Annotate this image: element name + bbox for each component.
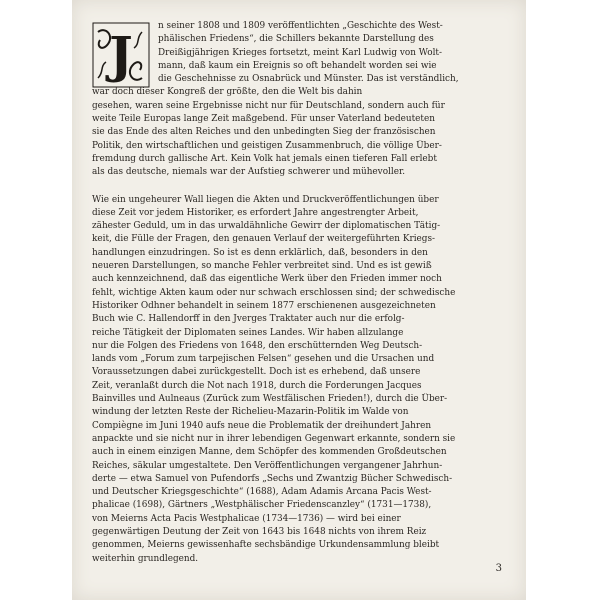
text-line: fehlt, wichtige Akten kaum oder nur schwach erschlossen sind; der schwedische <box>92 287 456 298</box>
text-line: gegenwärtigen Deutung der Zeit von 1643 bis 1648 nichts von ihrem Reiz <box>92 526 427 537</box>
text-line: windung der letzten Reste der Richelieu-Mazarin-Politik im Walde von <box>92 407 409 418</box>
text-line: genommen, Meierns gewissenhafte sechsbändige Urkundensammlung bleibt <box>92 540 440 551</box>
text-line: handlungen einzudringen. So ist es denn erklärlich, daß, besonders in den <box>92 247 428 258</box>
text-line: Bainvilles und Aulneaus (Zurück zum Westfälischen Frieden!), durch die Über- <box>92 394 448 405</box>
text-line: keit, die Fülle der Fragen, den genauen Verlauf der weitergeführten Kriegs- <box>92 234 436 245</box>
text-line: Voraussetzungen dabei zurückgestellt. Doch ist es erhebend, daß unsere <box>92 367 421 378</box>
text-line: Wie ein ungeheurer Wall liegen die Akten und Druckveröffentlichungen über <box>92 194 439 205</box>
text-line: war doch dieser Kongreß der größte, den die Welt bis dahin <box>92 87 363 98</box>
ornamental-initial-j <box>92 22 150 88</box>
text-line: Historiker Odhner behandelt in seinem 1877 erschienenen ausgezeichneten <box>92 300 436 311</box>
text-line: phälischen Friedens“, die Schillers bekannte Darstellung des <box>158 34 434 45</box>
text-line: von Meierns Acta Pacis Westphalicae (1734—1736) — wird bei einer <box>92 513 401 524</box>
text-line: diese Zeit vor jedem Historiker, es erfordert Jahre angestrengter Arbeit, <box>92 207 419 218</box>
text-line: derte — etwa Samuel von Pufendorfs „Sechs und Zwantzig Bücher Schwedisch- <box>92 473 453 484</box>
text-line: die Geschehnisse zu Osnabrück und Münster. Das ist verständlich, <box>158 74 459 85</box>
text-line: anpackte und sie nicht nur in ihrer lebendigen Gegenwart erkannte, sondern sie <box>92 433 456 444</box>
paragraph-2 <box>92 194 506 566</box>
text-line: lands vom „Forum zum tarpejischen Felsen“ gesehen und die Ursachen und <box>92 354 435 365</box>
book-page <box>72 0 526 600</box>
text-line: weite Teile Europas lange Zeit maßgebend. Für unser Vaterland bedeuteten <box>92 114 435 125</box>
text-line: auch in einem einzigen Manne, dem Schöpfer des kommenden Großdeutschen <box>92 447 447 458</box>
text-line: Buch wie C. Hallendorff in den Jverges Traktater auch nur die erfolg- <box>92 314 405 325</box>
page-number: 3 <box>495 563 502 574</box>
text-line: weiterhin grundlegend. <box>92 553 199 564</box>
text-line: Dreißigjährigen Krieges fortsetzt, meint Karl Ludwig von Wolt- <box>158 47 442 58</box>
text-line: fremdung durch gallische Art. Kein Volk hat jemals einen tieferen Fall erlebt <box>92 153 437 164</box>
text-line: Politik, den wirtschaftlichen und geistigen Zusammenbruch, die völlige Über- <box>92 140 442 151</box>
dropcap-letter: J <box>109 25 133 84</box>
paragraph-1-lines <box>92 20 506 180</box>
text-line: Reiches, säkular umgestaltete. Den Veröffentlichungen vergangener Jahrhun- <box>92 460 443 471</box>
text-line: n seiner 1808 und 1809 veröffentlichten „Geschichte des West- <box>158 21 443 31</box>
text-line: auch kennzeichnend, daß das eigentliche Werk über den Frieden immer noch <box>92 274 442 285</box>
text-line: und Deutscher Kriegsgeschichte“ (1688), Adam Adamis Arcana Pacis West- <box>92 487 432 498</box>
text-line: neueren Darstellungen, so manche Fehler verbreitet sind. Und es ist gewiß <box>92 261 432 272</box>
text-line: zähester Geduld, um in das urwaldähnliche Gewirr der diplomatischen Tätig- <box>92 221 441 232</box>
paragraph-1 <box>92 20 506 180</box>
page-content <box>92 20 506 566</box>
text-line: als das deutsche, niemals war der Aufstieg schwerer und mühevoller. <box>92 167 406 178</box>
paragraph-2-lines <box>92 194 506 566</box>
text-line: reiche Tätigkeit der Diplomaten seines Landes. Wir haben allzulange <box>92 327 404 338</box>
text-line: Zeit, veranlaßt durch die Not nach 1918, durch die Forderungen Jacques <box>92 380 422 391</box>
text-line: mann, daß kaum ein Ereignis so oft behandelt worden sei wie <box>158 60 437 71</box>
text-line: nur die Folgen des Friedens von 1648, den erschütternden Weg Deutsch- <box>92 340 423 351</box>
text-line: gesehen, waren seine Ergebnisse nicht nur für Deutschland, sondern auch für <box>92 100 445 111</box>
text-line: sie das Ende des alten Reiches und den unbedingten Sieg der französischen <box>92 127 436 138</box>
text-line: phalicae (1698), Gärtners „Westphälischer Friedenscanzley“ (1731—1738), <box>92 500 432 511</box>
text-line: Compiègne im Juni 1940 aufs neue die Problematik der dreihundert Jahren <box>92 420 432 431</box>
